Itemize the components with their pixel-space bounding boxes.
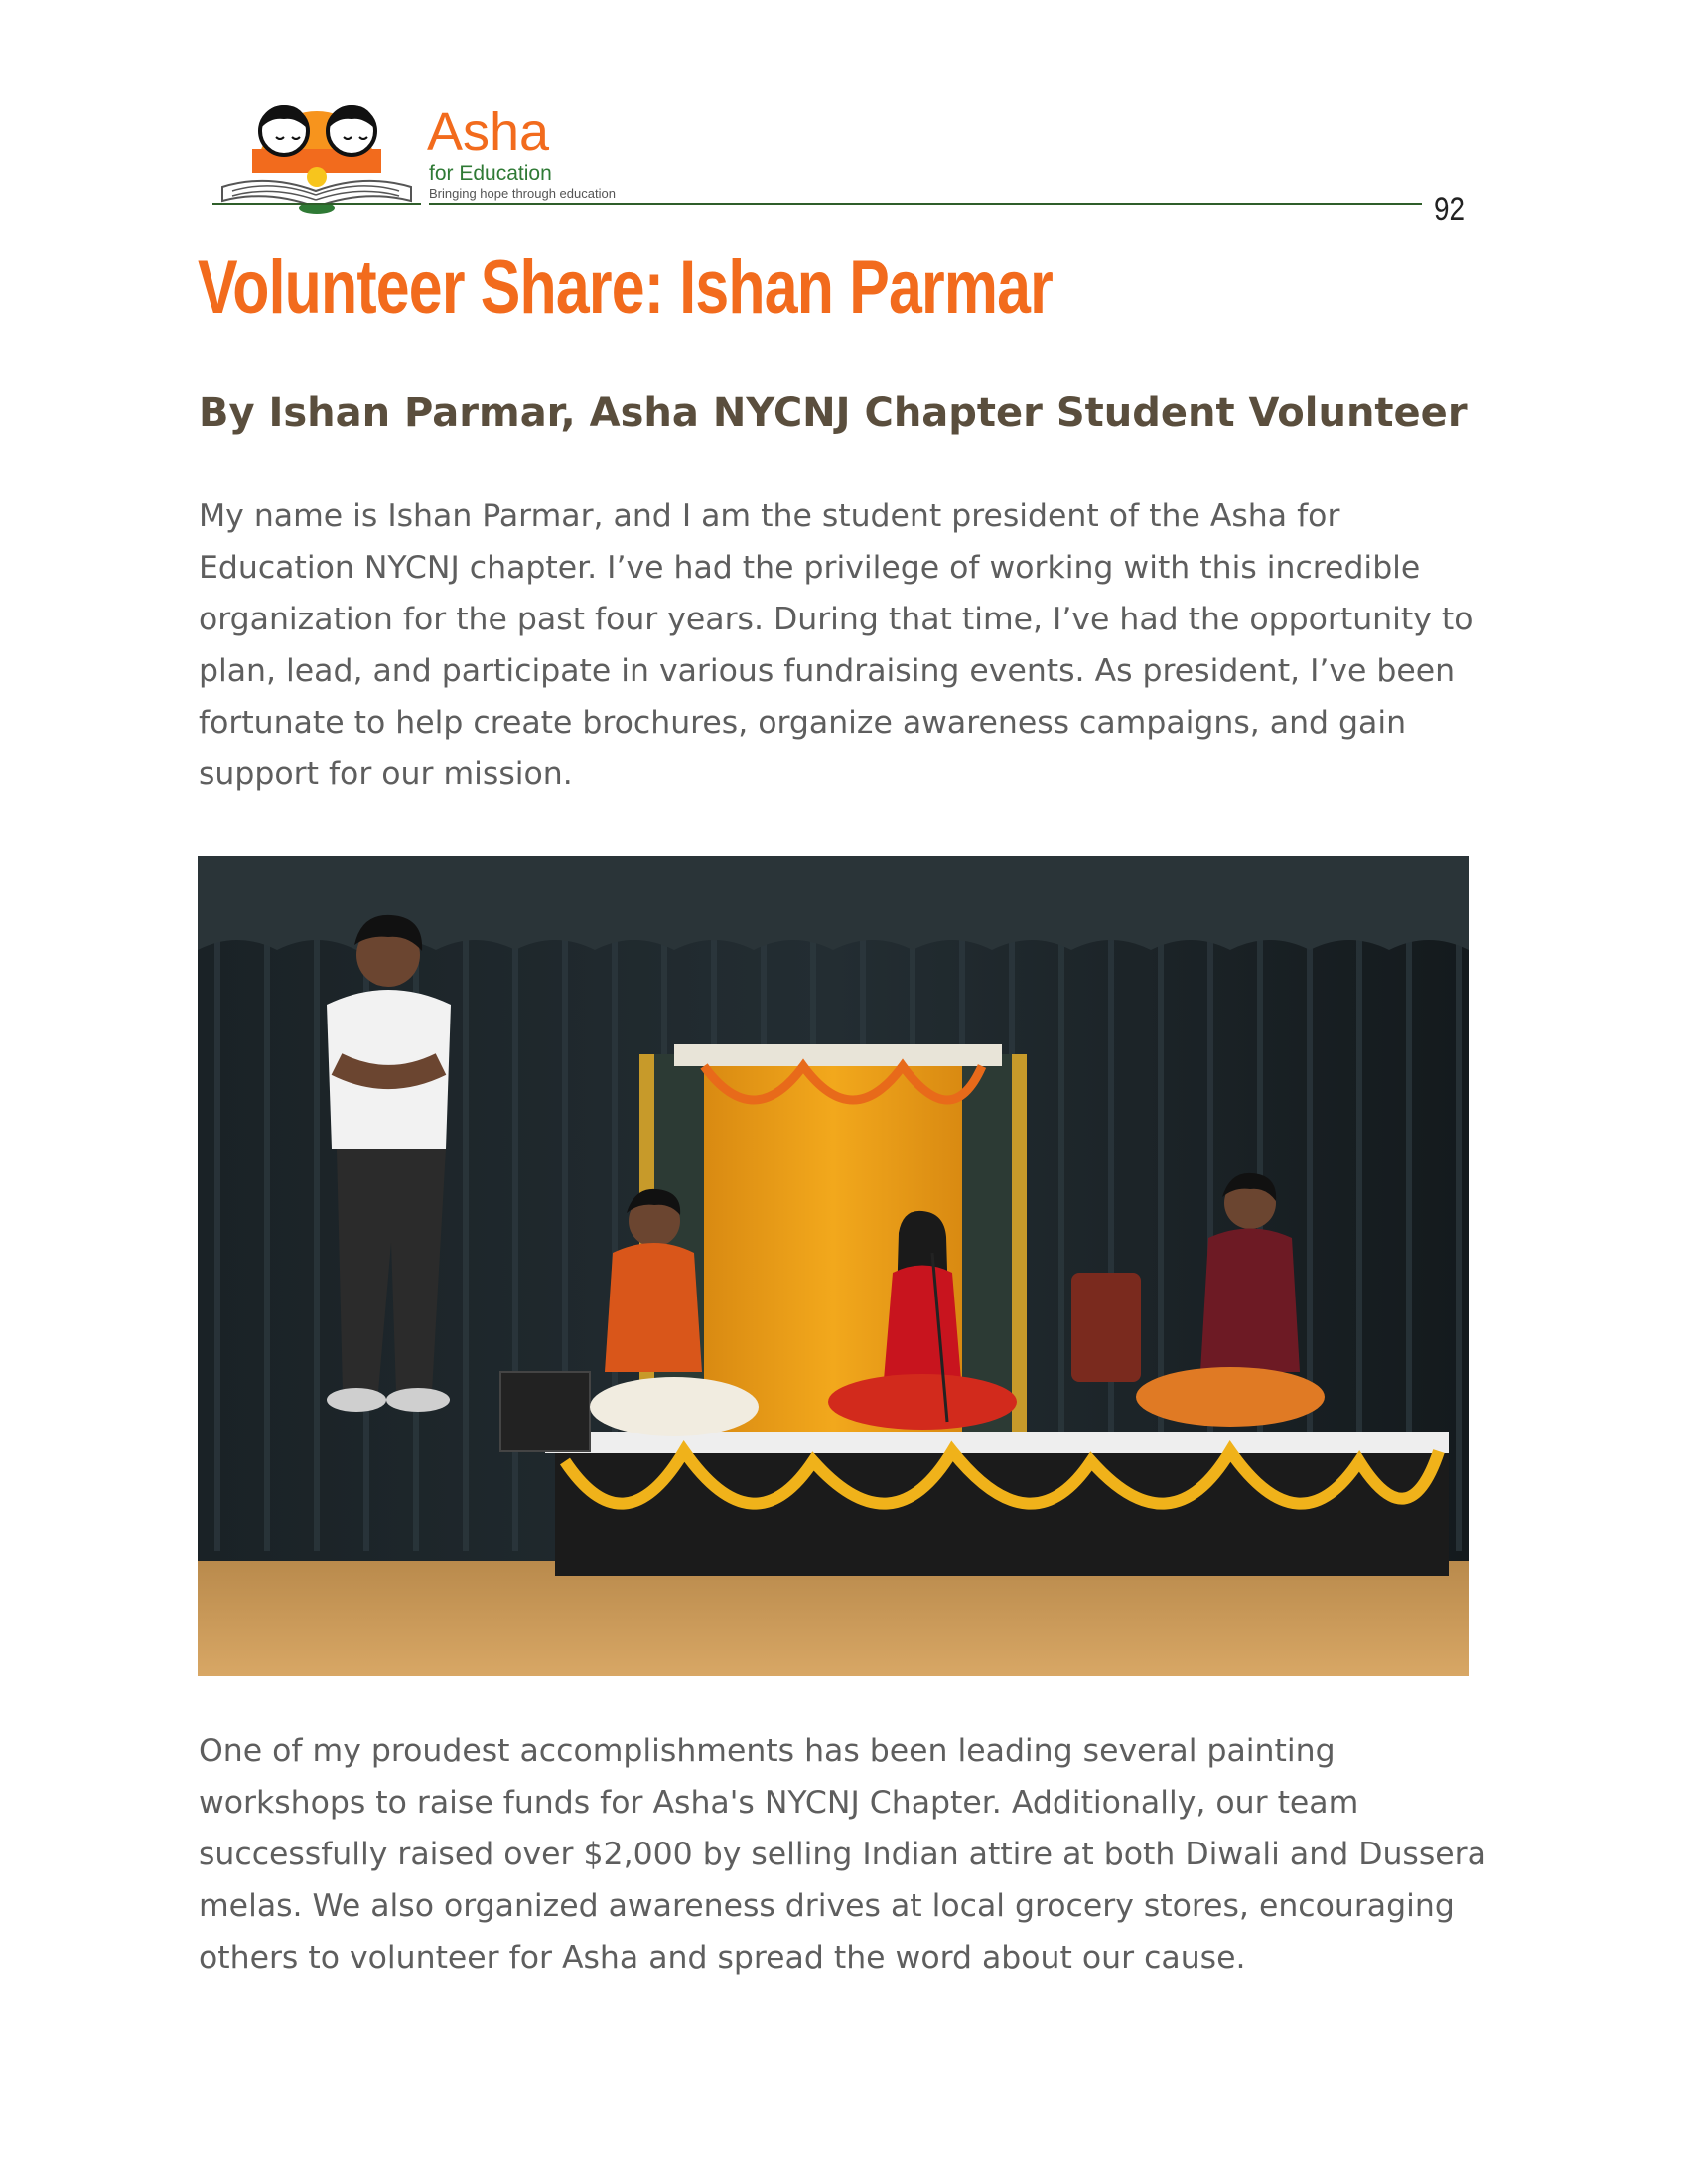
article-photo	[198, 856, 1469, 1676]
page-number: 92	[1434, 191, 1466, 228]
stage-performance-photo	[198, 856, 1469, 1676]
header-rule	[429, 203, 1422, 205]
asha-logo-art-icon	[212, 99, 421, 214]
asha-logo	[212, 99, 659, 218]
article-byline: By Ishan Parmar, Asha NYCNJ Chapter Student Volunteer	[199, 390, 1468, 436]
article-paragraph: One of my proudest accomplishments has been leading several painting workshops to raise funds for Asha's NYCNJ Chapter. Additionally, our team successfully raised over $2,000 by selling Indian attire at both Diwali and Dussera melas. We also organized awareness drives at local grocery stores, encouraging others to volunteer for Asha and spread the word about our cause.	[199, 1733, 1486, 1976]
logo-tagline: Bringing hope through education	[429, 186, 616, 201]
logo-subtitle: for Education	[429, 162, 552, 185]
logo-name: Asha	[427, 102, 550, 162]
article-paragraph: My name is Ishan Parmar, and I am the student president of the Asha for Education NYCNJ chapter. I’ve had the privilege of working with this incredible organization for the past four years. During that time, I’ve had the opportunity to plan, lead, and participate in various fundraising events. As president, I’ve been fortunate to help create brochures, organize awareness campaigns, and gain support for our mission.	[199, 498, 1474, 792]
article-title: Volunteer Share: Ishan Parmar	[198, 245, 1053, 330]
page-header	[212, 99, 1474, 228]
